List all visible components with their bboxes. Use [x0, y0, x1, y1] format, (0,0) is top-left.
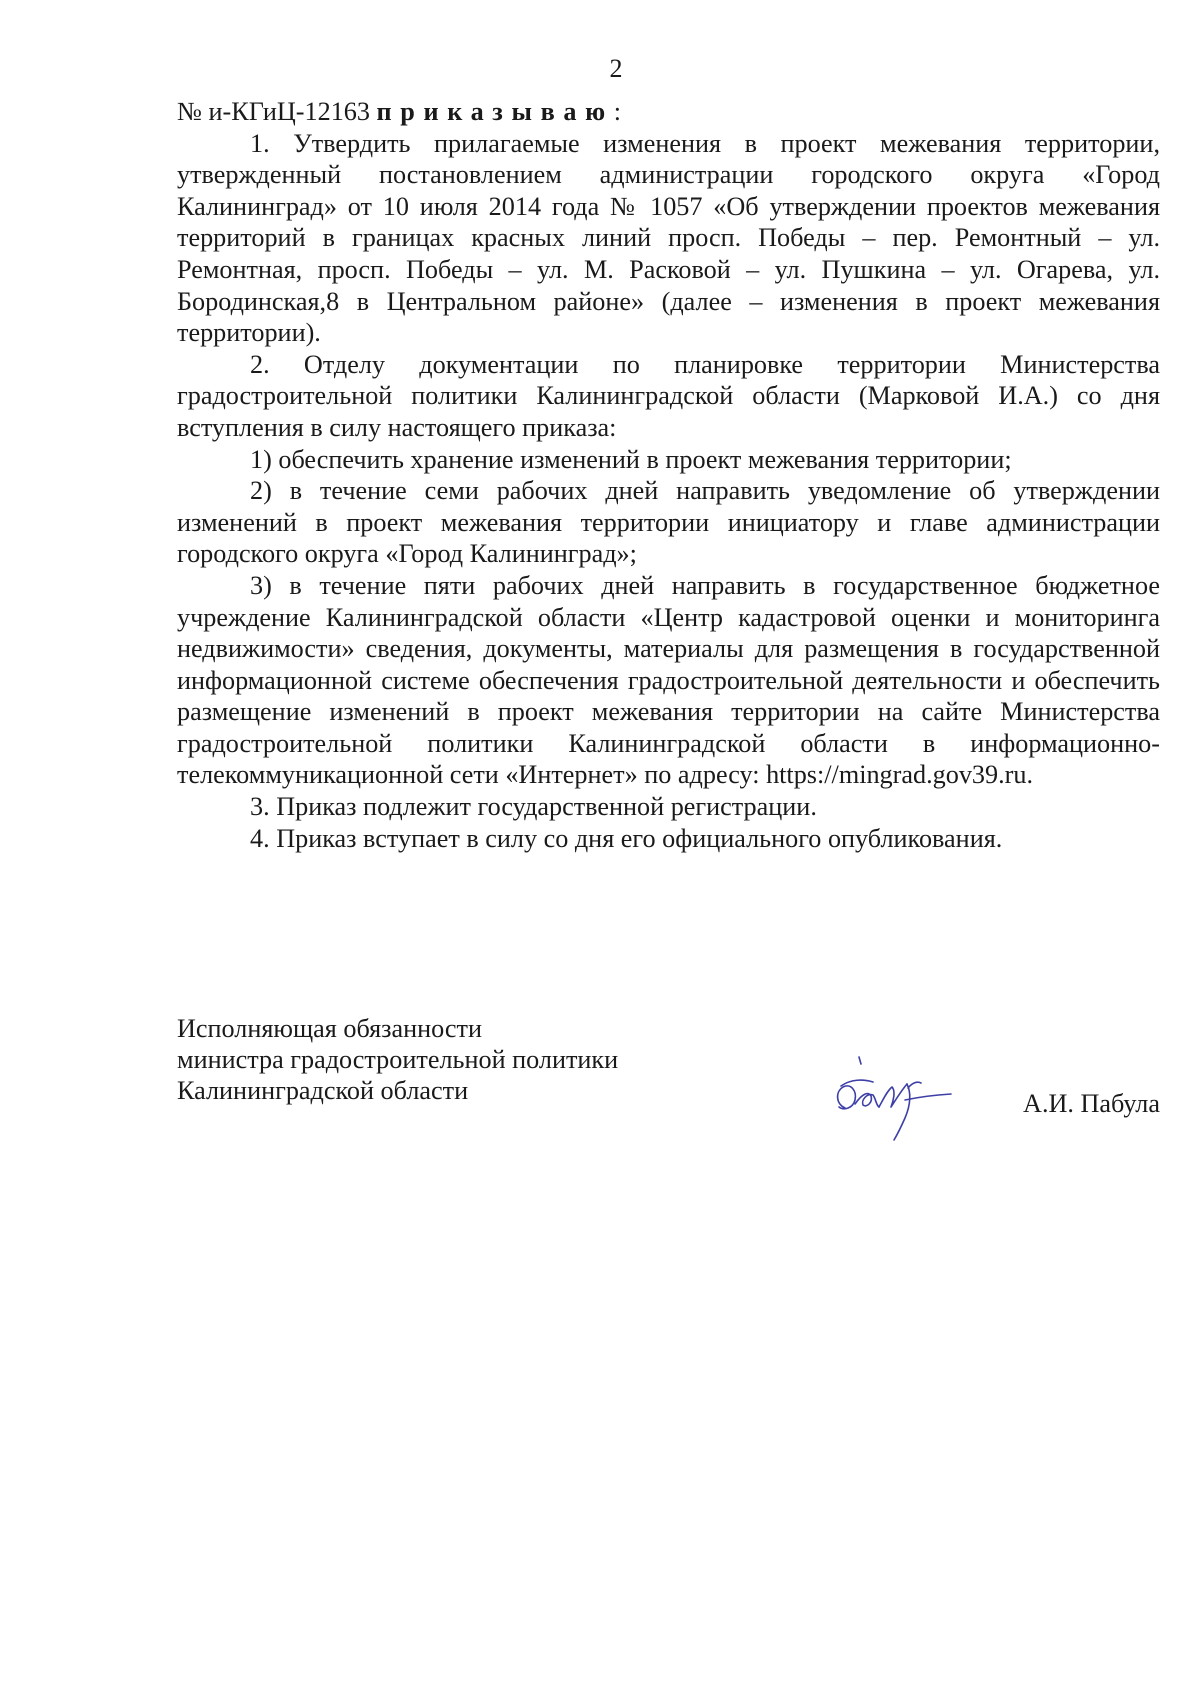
page-number: 2 — [609, 54, 623, 83]
order-item-1: 1. Утвердить прилагаемые изменения в проект межевания территории, утвержденный постановлением администрации городского округа «Город Калининград» от 10 июля 2014 года № 1057 «Об утверждении проектов межевания территорий в границах красных линий просп. Победы – пер. Ремонтный – ул. Ремонтная, просп. Победы – ул. М. Расковой – ул. Пушкина – ул. Огарева, ул. Бородинская,8 в Центральном районе» (далее – изменения в проект межевания территории). — [177, 128, 1160, 348]
order-item-4: 4. Приказ вступает в силу со дня его официального опубликования. — [250, 823, 1003, 853]
order-item-2: 2. Отделу документации по планировке территории Министерства градостроительной политики Калининградской области (Марковой И.А.) со дня вступления в силу настоящего приказа: — [177, 349, 1160, 442]
order-reference: № и-КГиЦ-12163 — [177, 97, 370, 126]
order-body — [177, 96, 1160, 854]
order-verb: приказываю — [376, 97, 614, 126]
signatory-title-line-2: министра градостроительной политики — [177, 1045, 619, 1074]
signatory-title-line-3: Калининградской области — [177, 1076, 469, 1105]
signer-name: А.И. Пабула — [1023, 1089, 1160, 1118]
order-header-line — [177, 96, 1160, 128]
order-item-3: 3. Приказ подлежит государственной регистрации. — [250, 792, 817, 822]
handwritten-signature — [825, 1052, 965, 1142]
signatory-title — [177, 1013, 618, 1106]
order-subitem-1: 1) обеспечить хранение изменений в проект межевания территории; — [250, 444, 1012, 474]
order-verb-punct: : — [613, 97, 622, 126]
order-subitem-2: 2) в течение семи рабочих дней направить уведомление об утверждении изменений в проект межевания территории инициатору и главе администрации городского округа «Город Калининград»; — [177, 476, 1160, 569]
signatory-title-line-1: Исполняющая обязанности — [177, 1014, 483, 1043]
order-subitem-3: 3) в течение пяти рабочих дней направить в государственное бюджетное учреждение Калининградской области «Центр кадастровой оценки и мониторинга недвижимости» сведения, документы, материалы для размещения в государственной информационной системе обеспечения градостроительной деятельности и обеспечить размещение изменений в проект межевания территории на сайте Министерства градостроительной политики Калининградской области в информационно-телекоммуникационной сети «Интернет» по адресу: https://mingrad.gov39.ru. — [177, 570, 1160, 790]
